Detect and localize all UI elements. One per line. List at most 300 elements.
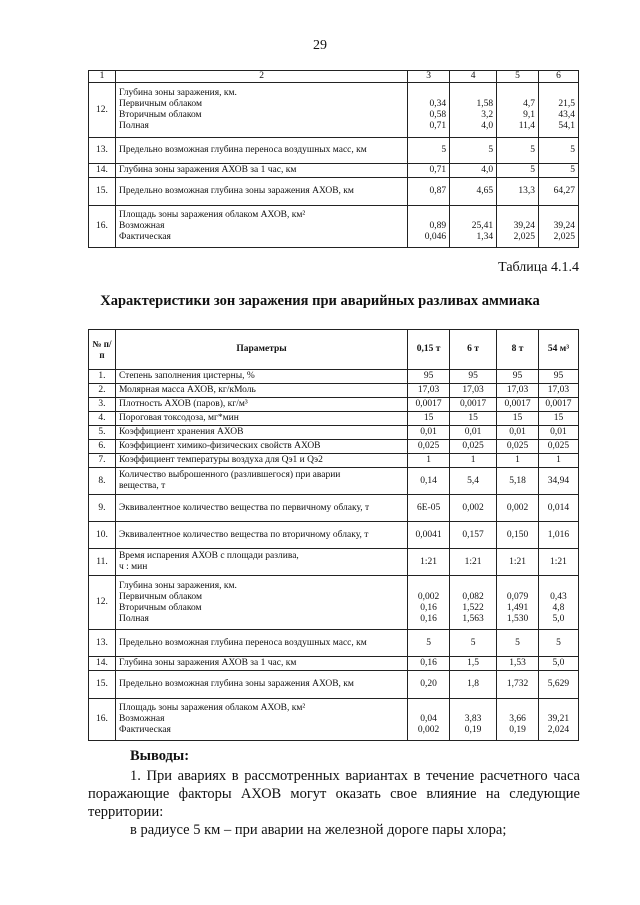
value-line: 1 xyxy=(515,455,520,465)
value-line: 3,83 xyxy=(464,714,482,724)
value-line: 0,87 xyxy=(429,186,447,196)
parameter-cell xyxy=(115,440,407,454)
ammonia-spill-table xyxy=(88,329,579,741)
parameter-cell xyxy=(115,454,407,468)
value-cell xyxy=(408,384,450,398)
value-line: 5 xyxy=(426,637,431,648)
value-cell xyxy=(497,384,539,398)
value-cell xyxy=(497,440,539,454)
value-line: 0,046 xyxy=(424,232,447,242)
value-line xyxy=(542,88,575,99)
table-row xyxy=(89,454,579,468)
value-line: 39,24 xyxy=(513,221,536,231)
table-row xyxy=(89,178,579,206)
table-row xyxy=(89,83,579,138)
table-row xyxy=(89,370,579,384)
value-line: 0,04 xyxy=(420,714,437,724)
parameter-line: вещества, т xyxy=(118,481,166,491)
value-line: 0,71 xyxy=(429,121,447,131)
value-line: 1 xyxy=(556,455,561,465)
row-number: 2. xyxy=(89,384,116,398)
table-row xyxy=(89,384,579,398)
value-cell xyxy=(450,384,497,398)
value-cell xyxy=(538,426,578,440)
value-line: 39,24 xyxy=(553,221,575,231)
parameter-cell xyxy=(115,657,407,671)
parameter-line: Первичным облаком xyxy=(118,591,203,602)
row-number: 11. xyxy=(89,549,116,576)
parameter-line: Коэффициент хранения АХОВ xyxy=(118,427,244,437)
table-row xyxy=(89,426,579,440)
value-cell xyxy=(539,138,579,164)
value-cell xyxy=(450,412,497,426)
value-cell xyxy=(408,468,450,495)
parameter-cell xyxy=(115,398,407,412)
value-cell xyxy=(497,398,539,412)
value-cell xyxy=(538,468,578,495)
column-number: 4 xyxy=(450,71,497,83)
value-line: 1,732 xyxy=(506,679,529,689)
value-line: 1,58 xyxy=(476,99,494,109)
value-line: 0,16 xyxy=(420,658,437,668)
value-line: 5,18 xyxy=(509,475,526,486)
value-cell xyxy=(408,495,450,522)
table-row xyxy=(89,549,579,576)
value-cell xyxy=(408,370,450,384)
value-cell xyxy=(497,412,539,426)
value-line: 1,53 xyxy=(509,658,526,668)
table-row xyxy=(89,468,579,495)
parameter-line: Предельно возможная глубина зоны заражения АХОВ, км xyxy=(118,186,354,196)
value-line: 0,082 xyxy=(462,591,484,602)
row-number: 6. xyxy=(89,440,116,454)
value-line: 15 xyxy=(553,413,564,423)
parameter-line: Плотность АХОВ (паров), кг/м³ xyxy=(118,399,248,409)
value-cell xyxy=(538,576,578,630)
value-line: 0,157 xyxy=(462,529,484,540)
value-line: 0,19 xyxy=(464,725,482,735)
value-cell xyxy=(497,657,539,671)
value-line: 5,629 xyxy=(547,679,570,689)
value-line: 0,025 xyxy=(547,441,570,451)
parameter-line: Возможная xyxy=(118,221,165,231)
parameter-line: Предельно возможная глубина зоны заражения АХОВ, км xyxy=(118,679,354,689)
parameter-line: Вторичным облаком xyxy=(118,110,202,120)
value-line: 17,03 xyxy=(506,385,529,395)
conclusions xyxy=(88,747,580,839)
row-number: 14. xyxy=(89,164,116,178)
parameter-line: Степень заполнения цистерны, % xyxy=(118,371,255,381)
parameter-cell xyxy=(115,138,407,164)
value-cell xyxy=(538,412,578,426)
page-number: 29 xyxy=(313,38,327,53)
value-cell xyxy=(450,440,497,454)
value-line xyxy=(411,703,446,714)
value-cell xyxy=(450,657,497,671)
parameter-line: Коэффициент химико-физических свойств АХОВ xyxy=(118,441,321,451)
row-number: 3. xyxy=(89,398,116,412)
value-line: 4,0 xyxy=(481,165,494,175)
parameter-cell xyxy=(115,83,407,138)
value-line: 5 xyxy=(530,145,536,155)
value-line xyxy=(453,88,493,99)
value-cell xyxy=(408,440,450,454)
value-line: 1,530 xyxy=(506,613,529,624)
value-cell xyxy=(408,398,450,412)
value-line: 1:21 xyxy=(420,556,438,567)
row-number: 4. xyxy=(89,412,116,426)
table-row xyxy=(89,522,579,549)
value-cell xyxy=(497,671,539,699)
value-line: 0,01 xyxy=(464,427,482,437)
value-cell xyxy=(539,83,579,138)
value-cell xyxy=(497,164,539,178)
value-line: 1,491 xyxy=(506,602,529,613)
value-cell xyxy=(497,138,539,164)
parameter-line: Полная xyxy=(118,613,149,624)
parameter-line: Фактическая xyxy=(118,232,171,242)
value-cell xyxy=(450,370,497,384)
value-line: 95 xyxy=(512,371,523,381)
value-line: 15 xyxy=(512,413,523,423)
value-line xyxy=(411,581,446,592)
value-cell xyxy=(538,549,578,576)
value-cell xyxy=(408,522,450,549)
parameter-line: Фактическая xyxy=(118,725,171,735)
value-cell xyxy=(497,495,539,522)
value-cell xyxy=(497,178,539,206)
value-cell xyxy=(450,522,497,549)
value-line xyxy=(500,210,535,221)
value-line: 21,5 xyxy=(558,99,575,109)
value-line: 25,41 xyxy=(471,221,494,231)
value-line xyxy=(500,581,535,592)
parameter-cell xyxy=(115,412,407,426)
value-cell xyxy=(408,178,450,206)
table-row xyxy=(89,576,579,630)
value-line: 13,3 xyxy=(518,186,536,196)
value-cell xyxy=(408,657,450,671)
value-line: 1,34 xyxy=(476,232,494,242)
row-number: 13. xyxy=(89,138,116,164)
parameter-line: Предельно возможная глубина переноса воздушных масс, км xyxy=(118,637,367,648)
value-line xyxy=(500,88,535,99)
parameter-line: Молярная масса АХОВ, кг/кМоль xyxy=(118,385,256,395)
value-line: 3,66 xyxy=(509,714,526,724)
column-number: 3 xyxy=(408,71,450,83)
value-line: 0,150 xyxy=(506,529,529,540)
parameter-cell xyxy=(115,164,407,178)
parameter-line: Возможная xyxy=(118,714,165,724)
value-cell xyxy=(408,426,450,440)
value-line: 0,58 xyxy=(429,110,447,120)
value-line: 11,4 xyxy=(518,121,536,131)
conclusions-title: Выводы: xyxy=(130,748,190,764)
value-cell xyxy=(497,630,539,657)
value-cell xyxy=(538,671,578,699)
value-line xyxy=(453,210,493,221)
value-cell xyxy=(408,549,450,576)
value-cell xyxy=(539,206,579,248)
value-line xyxy=(453,581,493,592)
value-cell xyxy=(538,370,578,384)
parameter-cell xyxy=(115,630,407,657)
parameter-line: Количество выброшенного (разлившегося) при аварии xyxy=(118,470,341,480)
value-line: 0,002 xyxy=(417,725,440,735)
value-line xyxy=(411,210,446,221)
value-cell xyxy=(538,657,578,671)
value-cell xyxy=(408,83,450,138)
table-row xyxy=(89,630,579,657)
value-line: 0,19 xyxy=(509,725,526,735)
row-number: 15. xyxy=(89,178,116,206)
value-line: 0,43 xyxy=(550,591,567,602)
value-cell xyxy=(538,522,578,549)
value-line: 6E-05 xyxy=(417,502,441,513)
header-params: Параметры xyxy=(115,330,407,370)
parameter-line: Площадь зоны заражения облаком АХОВ, км² xyxy=(118,703,306,713)
value-line xyxy=(500,703,535,714)
value-line: 0,025 xyxy=(417,441,440,451)
value-cell xyxy=(450,398,497,412)
value-line: 2,025 xyxy=(553,232,575,242)
value-cell xyxy=(539,178,579,206)
table-header-row xyxy=(89,330,579,370)
table-row xyxy=(89,440,579,454)
parameter-cell xyxy=(115,426,407,440)
value-cell xyxy=(408,164,450,178)
value-line: 54,1 xyxy=(558,121,575,131)
value-cell xyxy=(450,178,497,206)
parameter-line: Вторичным облаком xyxy=(118,602,202,613)
conclusion-paragraph: 1. При авариях в рассмотренных вариантах в течение расчетного часа поражающие факторы АХОВ могут оказать свое влияние на следующие территории: xyxy=(88,768,580,820)
value-line: 17,03 xyxy=(462,385,484,395)
table-row xyxy=(89,138,579,164)
value-line: 2,025 xyxy=(513,232,536,242)
value-line: 0,014 xyxy=(547,502,570,513)
value-line: 0,0041 xyxy=(415,529,442,540)
value-cell xyxy=(497,576,539,630)
value-line: 64,27 xyxy=(553,186,575,196)
value-line: 1,016 xyxy=(547,529,570,540)
value-cell xyxy=(408,630,450,657)
parameter-line: Глубина зоны заражения АХОВ за 1 час, км xyxy=(118,658,297,668)
value-line xyxy=(411,88,446,99)
parameter-line: Площадь зоны заражения облаком АХОВ, км² xyxy=(118,210,306,220)
value-line: 0,16 xyxy=(420,602,437,613)
parameter-line: Предельно возможная глубина переноса воздушных масс, км xyxy=(118,145,367,155)
value-cell xyxy=(538,699,578,741)
parameter-cell xyxy=(115,495,407,522)
value-line: 0,16 xyxy=(420,613,437,624)
value-line: 4,7 xyxy=(523,99,536,109)
value-cell xyxy=(497,206,539,248)
row-number: 5. xyxy=(89,426,116,440)
row-number: 1. xyxy=(89,370,116,384)
header-number: № п/п xyxy=(89,330,116,370)
value-line: 5 xyxy=(556,637,561,648)
value-cell xyxy=(497,370,539,384)
parameter-line: Эквивалентное количество вещества по вторичному облаку, т xyxy=(118,529,369,540)
value-cell xyxy=(538,495,578,522)
value-line: 0,002 xyxy=(462,502,484,513)
value-line: 0,01 xyxy=(550,427,567,437)
value-line xyxy=(542,703,575,714)
row-number: 8. xyxy=(89,468,116,495)
value-cell xyxy=(450,164,497,178)
table-header-row xyxy=(89,71,579,83)
value-line: 0,0017 xyxy=(504,399,531,409)
value-line: 5 xyxy=(470,637,476,648)
parameter-cell xyxy=(115,522,407,549)
parameter-line: Пороговая токсодоза, мг*мин xyxy=(118,413,239,423)
row-number: 16. xyxy=(89,699,116,741)
table-row xyxy=(89,671,579,699)
table-row xyxy=(89,657,579,671)
value-line: 5 xyxy=(570,165,575,175)
parameter-line: Эквивалентное количество вещества по первичному облаку, т xyxy=(118,502,370,513)
continued-table xyxy=(88,70,579,248)
value-line: 4,8 xyxy=(552,602,565,613)
row-number: 13. xyxy=(89,630,116,657)
value-cell xyxy=(408,138,450,164)
value-cell xyxy=(497,426,539,440)
value-line: 9,1 xyxy=(523,110,536,120)
value-cell xyxy=(450,83,497,138)
table-row xyxy=(89,164,579,178)
parameter-cell xyxy=(115,206,407,248)
value-cell xyxy=(538,384,578,398)
value-line: 17,03 xyxy=(417,385,440,395)
value-line xyxy=(453,703,493,714)
row-number: 9. xyxy=(89,495,116,522)
value-line: 95 xyxy=(423,371,434,381)
value-line: 1,522 xyxy=(462,602,484,613)
value-line: 95 xyxy=(553,371,564,381)
value-line: 1,8 xyxy=(467,679,479,689)
table-row xyxy=(89,398,579,412)
conclusion-paragraph: в радиусе 5 км – при аварии на железной дороге пары хлора; xyxy=(130,822,507,838)
table-body xyxy=(89,83,579,248)
header-col: 0,15 т xyxy=(408,330,450,370)
value-cell xyxy=(450,699,497,741)
value-cell xyxy=(450,138,497,164)
value-line: 0,34 xyxy=(429,99,447,109)
table-row xyxy=(89,495,579,522)
row-number: 15. xyxy=(89,671,116,699)
parameter-cell xyxy=(115,671,407,699)
value-line: 4,65 xyxy=(476,186,494,196)
row-number: 16. xyxy=(89,206,116,248)
value-cell xyxy=(450,576,497,630)
header-col: 6 т xyxy=(450,330,497,370)
value-cell xyxy=(538,398,578,412)
value-line: 0,14 xyxy=(420,475,437,486)
value-line: 0,0017 xyxy=(415,399,442,409)
value-line: 5 xyxy=(515,637,520,648)
value-line: 1:21 xyxy=(464,556,482,567)
header-col: 8 т xyxy=(497,330,539,370)
value-line: 0,89 xyxy=(429,221,447,231)
value-line: 1 xyxy=(470,455,476,465)
column-number: 5 xyxy=(497,71,539,83)
row-number: 12. xyxy=(89,576,116,630)
value-line: 0,0017 xyxy=(460,399,487,409)
value-line xyxy=(542,210,575,221)
value-line: 15 xyxy=(423,413,434,423)
value-line: 1:21 xyxy=(550,556,567,567)
value-line: 5,0 xyxy=(552,613,565,624)
value-line: 0,025 xyxy=(462,441,484,451)
value-line: 43,4 xyxy=(558,110,575,120)
value-line: 5 xyxy=(441,145,447,155)
parameter-line: ч : мин xyxy=(118,562,148,572)
value-cell xyxy=(538,630,578,657)
table-row xyxy=(89,699,579,741)
value-cell xyxy=(497,83,539,138)
value-cell xyxy=(408,412,450,426)
table-row xyxy=(89,206,579,248)
parameter-cell xyxy=(115,699,407,741)
value-cell xyxy=(450,549,497,576)
value-line: 95 xyxy=(468,371,478,381)
value-line: 0,002 xyxy=(506,502,529,513)
column-number: 1 xyxy=(89,71,116,83)
parameter-line: Глубина зоны заражения, км. xyxy=(118,580,237,591)
parameter-line: Первичным облаком xyxy=(118,99,203,109)
value-cell xyxy=(539,164,579,178)
value-cell xyxy=(450,630,497,657)
value-cell xyxy=(497,468,539,495)
parameter-cell xyxy=(115,384,407,398)
value-cell xyxy=(450,206,497,248)
value-line: 0,01 xyxy=(420,427,437,437)
value-cell xyxy=(497,454,539,468)
value-cell xyxy=(408,454,450,468)
row-number: 10. xyxy=(89,522,116,549)
row-number: 7. xyxy=(89,454,116,468)
parameter-line: Глубина зоны заражения АХОВ за 1 час, км xyxy=(118,165,297,175)
value-cell xyxy=(497,699,539,741)
value-cell xyxy=(450,468,497,495)
column-number: 2 xyxy=(115,71,407,83)
value-line: 0,0017 xyxy=(545,399,572,409)
value-cell xyxy=(497,522,539,549)
parameter-line: Время испарения АХОВ с площади разлива, xyxy=(118,551,299,561)
value-line xyxy=(542,581,575,592)
parameter-cell xyxy=(115,370,407,384)
value-line: 0,01 xyxy=(509,427,526,437)
value-cell xyxy=(408,671,450,699)
value-cell xyxy=(538,440,578,454)
column-number: 6 xyxy=(539,71,579,83)
value-cell xyxy=(450,454,497,468)
value-cell xyxy=(450,671,497,699)
parameter-line: Глубина зоны заражения, км. xyxy=(118,88,237,98)
value-cell xyxy=(408,699,450,741)
value-line: 15 xyxy=(468,413,478,423)
value-line: 5,4 xyxy=(467,475,479,486)
parameter-cell xyxy=(115,576,407,630)
table-row xyxy=(89,412,579,426)
value-cell xyxy=(450,426,497,440)
parameter-line: Коэффициент температуры воздуха для Qэ1 и Qэ2 xyxy=(118,455,323,465)
value-cell xyxy=(497,549,539,576)
parameter-line: Полная xyxy=(118,121,149,131)
value-line: 0,025 xyxy=(506,441,529,451)
value-line: 1 xyxy=(426,455,431,465)
value-line: 5,0 xyxy=(552,658,565,668)
